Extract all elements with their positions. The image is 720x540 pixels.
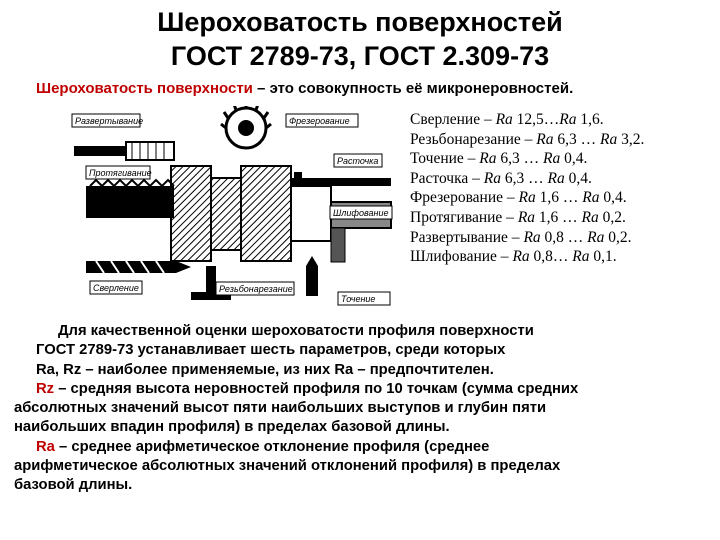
label-shlifovanie: Шлифование bbox=[333, 208, 389, 218]
ra-definition-line: Ra – среднее арифметическое отклонение профиля (среднее bbox=[36, 438, 490, 455]
list-item: Сверление – Ra 12,5…Ra 1,6. bbox=[410, 111, 604, 128]
paragraph-line: Ra, Rz – наиболее применяемые, из них Ra – предпочтителен. bbox=[36, 361, 494, 378]
label-razvertyvanie: Развертывание bbox=[75, 116, 144, 126]
paragraph-line: наибольших впадин профиля) в пределах базовой длины. bbox=[14, 419, 450, 436]
rz-term: Rz bbox=[36, 380, 55, 397]
label-sverlenie: Сверление bbox=[93, 283, 139, 293]
boring-bar bbox=[291, 172, 391, 186]
list-item: Шлифование – Ra 0,8… Ra 0,1. bbox=[410, 248, 617, 266]
paragraph-line: абсолютных значений высот пяти наибольших выступов и глубин пяти bbox=[14, 400, 547, 417]
list-item: Протягивание – Ra 1,6 … Ra 0,2. bbox=[410, 208, 626, 226]
list-item: Резьбонарезание – Ra 6,3 … Ra 3,2. bbox=[410, 130, 645, 148]
definition-text: – это совокупность её микронеровностей. bbox=[252, 80, 574, 97]
definition bbox=[36, 80, 573, 97]
label-frezerovanie: Фрезерование bbox=[289, 116, 350, 126]
drill-tool bbox=[86, 261, 191, 273]
paragraph-line: ГОСТ 2789-73 устанавливает шесть параметров, среди которых bbox=[36, 342, 506, 359]
ra-term: Ra bbox=[36, 438, 55, 455]
roughness-by-operation-list bbox=[410, 110, 644, 267]
rz-definition-line: Rz – средняя высота неровностей профиля по 10 точкам (сумма средних bbox=[36, 380, 579, 397]
page-title-line1: Шероховатость поверхностей bbox=[157, 7, 563, 37]
milling-cutter bbox=[221, 106, 271, 148]
reamer-tool bbox=[74, 142, 174, 160]
label-rastochka: Расточка bbox=[337, 156, 379, 166]
turning-tool bbox=[306, 256, 318, 296]
definition-term: Шероховатость поверхности bbox=[36, 80, 253, 97]
label-rezbonarezanie: Резьбонарезание bbox=[219, 284, 293, 294]
list-item: Фрезерование – Ra 1,6 … Ra 0,4. bbox=[410, 189, 627, 207]
list-item: Расточка – Ra 6,3 … Ra 0,4. bbox=[410, 169, 592, 187]
broach-tool bbox=[86, 180, 174, 218]
label-protyagivanie: Протягивание bbox=[89, 168, 152, 178]
list-item: Развертывание – Ra 0,8 … Ra 0,2. bbox=[410, 228, 632, 246]
machining-operations-illustration bbox=[66, 106, 396, 311]
paragraph-line: арифметическое абсолютных значений отклонений профиля) в пределах bbox=[14, 458, 561, 475]
list-item: Точение – Ra 6,3 … Ra 0,4. bbox=[410, 150, 588, 168]
body-text bbox=[14, 322, 708, 496]
page-title-line2: ГОСТ 2789-73, ГОСТ 2.309-73 bbox=[170, 41, 550, 71]
paragraph-line: Для качественной оценки шероховатости профиля поверхности bbox=[58, 323, 534, 339]
label-tochenie: Точение bbox=[341, 294, 376, 304]
paragraph-line: базовой длины. bbox=[14, 477, 133, 494]
